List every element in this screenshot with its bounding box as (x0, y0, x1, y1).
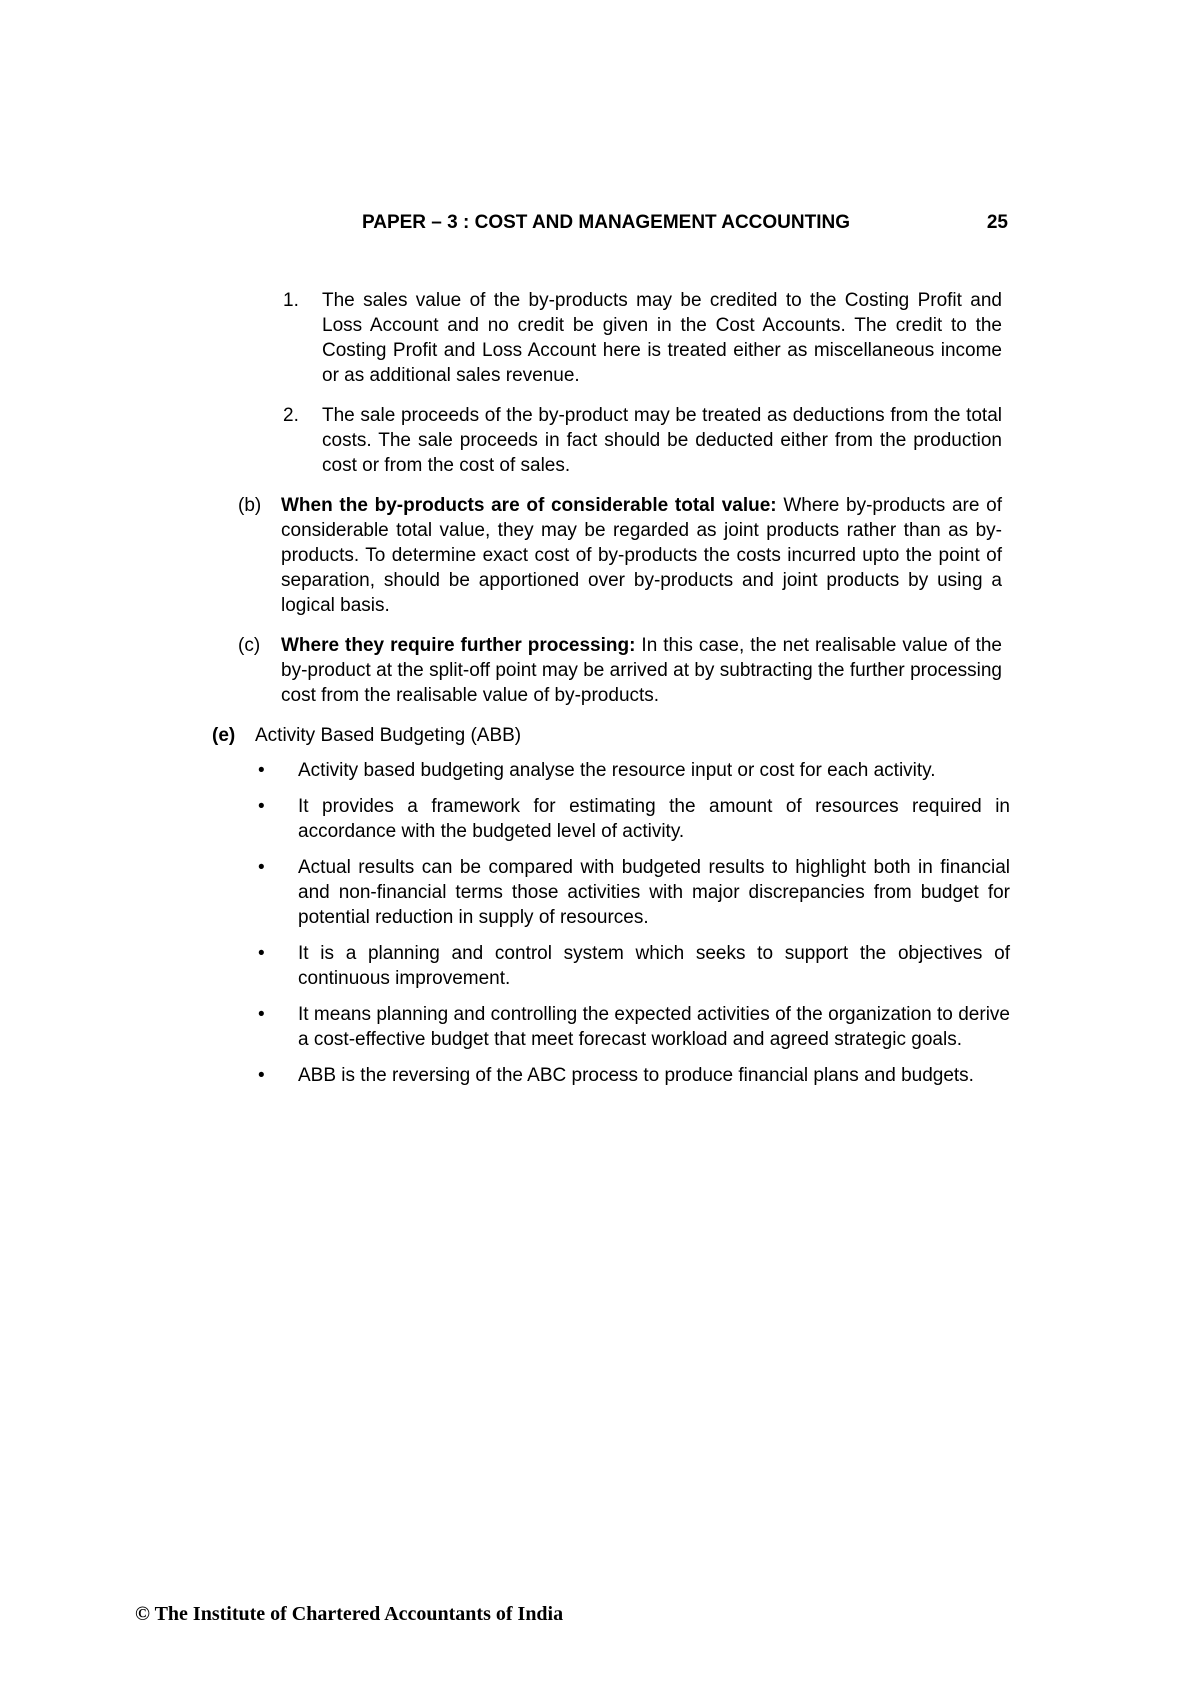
bullet-text: It is a planning and control system which seeks to support the objectives of continuous improvement. (298, 943, 1010, 989)
page-title: PAPER – 3 : COST AND MANAGEMENT ACCOUNTING (361, 212, 851, 233)
item-lead: When the by-products are of considerable total value: (281, 495, 777, 516)
item-label: (b) (238, 495, 262, 516)
page-number: 25 (986, 212, 1008, 233)
bullet-list (0, 758, 1191, 1088)
item-body: In this case, the net realisable value of the by-product at the split-off point may be arrived at by subtracting the further processing cost from the realisable value of by-products. (281, 635, 1003, 706)
bullet-icon: • (258, 1004, 265, 1025)
bullet-icon: • (258, 760, 265, 781)
section-title: Activity Based Budgeting (ABB) (255, 725, 522, 746)
bullet-item-4 (258, 941, 1191, 991)
item-lead: Where they require further processing: (281, 635, 636, 656)
bullet-icon: • (258, 796, 265, 817)
item-text (281, 493, 1002, 618)
copyright-text: © The Institute of Chartered Accountants of India (135, 1603, 564, 1625)
item-text: The sales value of the by-products may be credited to the Costing Profit and Loss Account and no credit be given in the Cost Accounts. The credit to the Costing Profit and Loss Account here is treated either as miscellaneous income or as additional sales revenue. (322, 290, 1002, 386)
numbered-item-2 (283, 403, 1191, 478)
page-header (0, 210, 1191, 235)
bullet-text: ABB is the reversing of the ABC process to produce financial plans and budgets. (298, 1065, 974, 1086)
bullet-icon: • (258, 857, 265, 878)
bullet-text: Actual results can be compared with budgeted results to highlight both in financial and non-financial terms those activities with major discrepancies from budget for potential reduction in supply of resources. (298, 857, 1010, 928)
section-e-heading (212, 723, 1191, 748)
bullet-text: It means planning and controlling the expected activities of the organization to derive a cost-effective budget that meet forecast workload and agreed strategic goals. (298, 1004, 1010, 1050)
lettered-item-b (238, 493, 1191, 618)
bullet-text: It provides a framework for estimating the amount of resources required in accordance with the budgeted level of activity. (298, 796, 1010, 842)
bullet-item-6 (258, 1063, 1191, 1088)
lettered-item-c (238, 633, 1191, 708)
item-label: (c) (238, 635, 261, 656)
numbered-item-1 (283, 288, 1191, 388)
bullet-icon: • (258, 1065, 265, 1086)
item-body: Where by-products are of considerable total value, they may be regarded as joint products rather than as by-products. To determine exact cost of by-products the costs incurred upto the point of separation, should be apportioned over by-products and joint products by using a logical basis. (281, 495, 1002, 616)
bullet-text: Activity based budgeting analyse the resource input or cost for each activity. (298, 760, 936, 781)
page-footer (135, 1601, 563, 1627)
bullet-item-3 (258, 855, 1191, 930)
bullet-item-1 (258, 758, 1191, 783)
bullet-icon: • (258, 943, 265, 964)
item-text (281, 633, 1002, 708)
item-number: 2. (283, 405, 299, 426)
item-number: 1. (283, 290, 299, 311)
bullet-item-5 (258, 1002, 1191, 1052)
page-content (0, 288, 1191, 1099)
item-text: The sale proceeds of the by-product may be treated as deductions from the total costs. The sale proceeds in fact should be deducted either from the production cost or from the cost of sales. (322, 405, 1002, 476)
item-label: (e) (212, 725, 236, 746)
bullet-item-2 (258, 794, 1191, 844)
